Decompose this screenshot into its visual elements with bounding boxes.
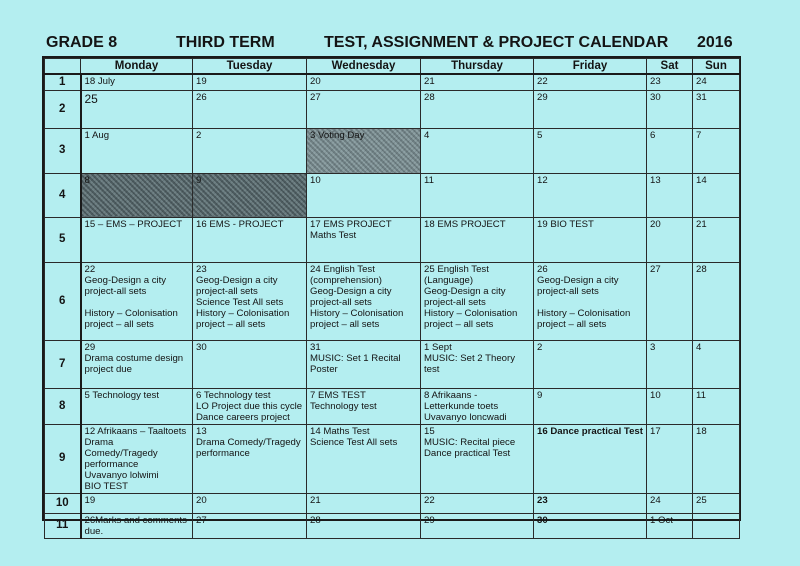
day-cell: 29 Drama costume design project due [81,340,193,388]
day-cell: 7 [693,128,740,173]
day-cell: 27 [193,513,307,538]
week-row [45,262,740,340]
day-cell: 4 [693,340,740,388]
day-cell: 20 [193,493,307,513]
week-row [45,388,740,424]
day-cell: 4 [421,128,534,173]
week-number: 4 [45,173,81,217]
week-row [45,217,740,262]
day-cell: 23 [534,493,647,513]
day-cell: 17 EMS PROJECT Maths Test [307,217,421,262]
day-cell: 16 EMS - PROJECT [193,217,307,262]
day-cell: 2 [534,340,647,388]
week-row [45,513,740,538]
week-row [45,493,740,513]
day-cell: 27 [307,90,421,128]
day-header-friday: Friday [534,59,647,75]
day-header-sat: Sat [647,59,693,75]
day-cell: 28 [693,262,740,340]
day-cell: 26 Geog-Design a city project-all sets History – Colonisation project – all sets [534,262,647,340]
day-cell: 7 EMS TEST Technology test [307,388,421,424]
day-header-sun: Sun [693,59,740,75]
day-cell: 29 [534,90,647,128]
day-cell: 24 [647,493,693,513]
day-cell: 17 [647,424,693,493]
day-cell: 1 Oct [647,513,693,538]
day-cell: 18 EMS PROJECT [421,217,534,262]
week-row [45,424,740,493]
holiday-cell: 8 [81,173,193,217]
day-header-monday: Monday [81,59,193,75]
day-cell: 30 [534,513,647,538]
day-cell: 14 [693,173,740,217]
week-number-header [45,59,81,75]
day-cell: 13 Drama Comedy/Tragedy performance [193,424,307,493]
day-header-thursday: Thursday [421,59,534,75]
day-cell [693,513,740,538]
day-cell: 26Marks and comments due. [81,513,193,538]
day-cell: 8 Afrikaans - Letterkunde toets Uvavanyo loncwadi [421,388,534,424]
day-cell: 2 [193,128,307,173]
day-header-row [45,59,740,75]
week-row [45,74,740,90]
term-label: THIRD TERM [176,34,275,51]
day-cell: 26 [193,90,307,128]
week-row [45,90,740,128]
day-cell: 19 [193,74,307,90]
week-row [45,128,740,173]
day-cell: 14 Maths Test Science Test All sets [307,424,421,493]
day-cell: 24 [693,74,740,90]
day-cell: 5 [534,128,647,173]
day-cell: 9 [534,388,647,424]
day-header-wednesday: Wednesday [307,59,421,75]
day-cell: 20 [307,74,421,90]
day-cell: 19 BIO TEST [534,217,647,262]
day-cell: 19 [81,493,193,513]
calendar-table [44,58,740,539]
week-row [45,173,740,217]
week-number: 6 [45,262,81,340]
week-number: 11 [45,513,81,538]
day-cell: 29 [421,513,534,538]
year-label: 2016 [697,34,733,51]
day-cell: 16 Dance practical Test [534,424,647,493]
week-number: 9 [45,424,81,493]
calendar-title: TEST, ASSIGNMENT & PROJECT CALENDAR [324,34,669,51]
day-header-tuesday: Tuesday [193,59,307,75]
day-cell: 18 [693,424,740,493]
day-cell: 13 [647,173,693,217]
day-cell: 6 Technology test LO Project due this cycle Dance careers project [193,388,307,424]
day-cell: 25 [693,493,740,513]
day-cell: 12 [534,173,647,217]
day-cell: 5 Technology test [81,388,193,424]
day-cell: 25 [81,90,193,128]
day-cell: 22 [534,74,647,90]
week-number: 8 [45,388,81,424]
day-cell: 15 – EMS – PROJECT [81,217,193,262]
grade-label: GRADE 8 [46,34,118,51]
day-cell: 6 [647,128,693,173]
week-row [45,340,740,388]
day-cell: 22 [421,493,534,513]
day-cell: 18 July [81,74,193,90]
day-cell: 10 [307,173,421,217]
day-cell: 28 [307,513,421,538]
day-cell: 22 Geog-Design a city project-all sets History – Colonisation project – all sets [81,262,193,340]
day-cell: 27 [647,262,693,340]
day-cell: 21 [307,493,421,513]
day-cell: 23 Geog-Design a city project-all sets Science Test All sets History – Colonisation project – all sets [193,262,307,340]
day-cell: 30 [193,340,307,388]
day-cell: 21 [693,217,740,262]
week-number: 10 [45,493,81,513]
day-cell: 23 [647,74,693,90]
day-cell: 20 [647,217,693,262]
day-cell: 15 MUSIC: Recital piece Dance practical Test [421,424,534,493]
week-number: 7 [45,340,81,388]
day-cell: 10 [647,388,693,424]
holiday-cell-voting-day: 3 Voting Day [307,128,421,173]
day-cell: 30 [647,90,693,128]
calendar-header [44,34,740,54]
week-number: 2 [45,90,81,128]
day-cell: 31 MUSIC: Set 1 Recital Poster [307,340,421,388]
day-cell: 3 [647,340,693,388]
week-number: 1 [45,74,81,90]
holiday-cell: 9 [193,173,307,217]
day-cell: 28 [421,90,534,128]
day-cell: 25 English Test (Language) Geog-Design a city project-all sets History – Colonisation project – all sets [421,262,534,340]
day-cell: 24 English Test (comprehension) Geog-Design a city project-all sets History – Colonisation project – all sets [307,262,421,340]
day-cell: 12 Afrikaans – Taaltoets Drama Comedy/Tragedy performance Uvavanyo lolwimi BIO TEST [81,424,193,493]
day-cell: 11 [693,388,740,424]
day-cell: 1 Sept MUSIC: Set 2 Theory test [421,340,534,388]
day-cell: 1 Aug [81,128,193,173]
day-cell: 21 [421,74,534,90]
day-cell: 31 [693,90,740,128]
week-number: 5 [45,217,81,262]
week-number: 3 [45,128,81,173]
day-cell: 11 [421,173,534,217]
